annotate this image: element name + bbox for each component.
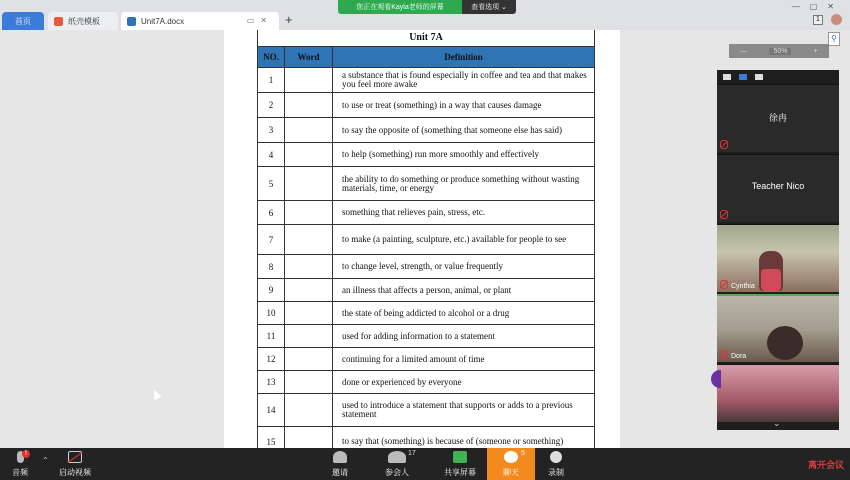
whiteboard-icon xyxy=(54,17,63,26)
word-cell xyxy=(285,201,333,225)
row-number: 7 xyxy=(258,225,285,255)
window-controls[interactable]: —▢✕ xyxy=(791,2,844,11)
row-number: 4 xyxy=(258,143,285,167)
tab-whiteboard[interactable] xyxy=(48,12,118,30)
video-tile[interactable] xyxy=(717,154,839,222)
tab-close-icon[interactable]: ▭✕ xyxy=(246,16,273,25)
definition-cell: an illness that affects a person, animal, or plant xyxy=(333,279,595,302)
word-cell xyxy=(285,394,333,427)
table-row xyxy=(258,201,595,225)
chat-label: 聊天 xyxy=(503,468,519,477)
participant-name: Teacher Nico xyxy=(751,181,805,191)
row-number: 9 xyxy=(258,279,285,302)
mic-muted-icon xyxy=(720,210,728,219)
row-number: 13 xyxy=(258,371,285,394)
definition-cell: used for adding information to a statement xyxy=(333,325,595,348)
row-number: 6 xyxy=(258,201,285,225)
chat-button[interactable] xyxy=(487,448,535,480)
record-button[interactable] xyxy=(542,448,570,480)
top-right-indicators xyxy=(813,14,842,25)
definition-cell: to make (a painting, sculpture, etc.) available for people to see xyxy=(333,225,595,255)
record-label: 录制 xyxy=(548,468,564,477)
table-row xyxy=(258,68,595,93)
count-badge: 1 xyxy=(813,15,823,25)
definition-cell: the ability to do something or produce something without wasting materials, time, or energy xyxy=(333,167,595,201)
zoom-level: 50% xyxy=(769,48,791,55)
participant-video-feed xyxy=(759,251,783,291)
tab-home[interactable] xyxy=(2,12,44,30)
row-number: 8 xyxy=(258,255,285,279)
view-options-button[interactable]: 查看选项 ⌄ xyxy=(462,0,516,14)
start-video-button[interactable] xyxy=(52,448,98,480)
row-number: 10 xyxy=(258,302,285,325)
people-icon xyxy=(388,451,406,463)
participant-name: Dora xyxy=(731,353,747,360)
zoom-control[interactable] xyxy=(729,44,829,58)
watching-screen-text: 您正在观看Kayla老师的屏幕 xyxy=(338,0,462,14)
definition-cell: to change level, strength, or value frequently xyxy=(333,255,595,279)
audio-label: 音频 xyxy=(12,468,28,477)
tab-document-label: Unit7A.docx xyxy=(141,16,185,26)
video-layout-toolbar xyxy=(717,70,839,84)
participant-video-feed xyxy=(767,326,803,360)
row-number: 2 xyxy=(258,93,285,118)
video-tile[interactable] xyxy=(717,364,839,422)
add-person-icon xyxy=(333,451,347,463)
mouse-cursor-icon xyxy=(150,388,161,400)
share-screen-label: 共享屏幕 xyxy=(444,468,476,477)
word-cell xyxy=(285,93,333,118)
table-row xyxy=(258,394,595,427)
participants-label: 参会人 xyxy=(385,468,409,477)
word-cell xyxy=(285,427,333,449)
word-cell xyxy=(285,167,333,201)
word-cell xyxy=(285,118,333,143)
participant-name: 徐冉 xyxy=(768,113,787,123)
definition-cell: to help (something) run more smoothly and effectively xyxy=(333,143,595,167)
start-video-label: 启动视频 xyxy=(59,468,91,477)
definition-cell: to use or treat (something) in a way that causes damage xyxy=(333,93,595,118)
video-tile[interactable] xyxy=(717,84,839,152)
word-cell xyxy=(285,279,333,302)
row-number: 15 xyxy=(258,427,285,449)
table-row xyxy=(258,302,595,325)
participant-name: Cynthia xyxy=(731,283,755,290)
document-page xyxy=(224,30,620,448)
word-cell xyxy=(285,371,333,394)
new-tab-icon[interactable]: + xyxy=(285,12,293,27)
tab-home-label: 首页 xyxy=(15,16,31,26)
word-cell xyxy=(285,225,333,255)
table-row xyxy=(258,371,595,394)
word-cell xyxy=(285,143,333,167)
table-title: Unit 7A xyxy=(258,30,595,47)
table-row xyxy=(258,279,595,302)
chevron-down-icon[interactable]: ⌄ xyxy=(773,418,781,428)
column-header-no: NO. xyxy=(258,47,285,68)
table-row xyxy=(258,225,595,255)
invite-button[interactable] xyxy=(326,448,354,480)
browser-tab-bar xyxy=(0,0,850,30)
table-row xyxy=(258,427,595,449)
video-tile[interactable] xyxy=(717,294,839,362)
meeting-toolbar xyxy=(0,448,850,480)
definition-cell: a substance that is found especially in coffee and tea and that makes you feel more awake xyxy=(333,68,595,93)
chat-count: 5 xyxy=(521,450,525,457)
zoom-in-button[interactable]: + xyxy=(813,47,818,55)
row-number: 11 xyxy=(258,325,285,348)
definition-cell: done or experienced by everyone xyxy=(333,371,595,394)
row-number: 1 xyxy=(258,68,285,93)
participants-button[interactable] xyxy=(380,448,414,480)
leave-meeting-button[interactable]: 离开会议 xyxy=(807,460,844,470)
audio-warning-badge: ! xyxy=(22,450,30,458)
mic-muted-icon xyxy=(720,280,728,289)
word-cell xyxy=(285,68,333,93)
gallery-view-icon[interactable] xyxy=(739,74,747,80)
mic-muted-icon xyxy=(720,350,728,359)
minimize-icon[interactable] xyxy=(723,74,731,80)
table-row xyxy=(258,348,595,371)
participants-count: 17 xyxy=(408,450,416,457)
invite-label: 邀请 xyxy=(332,468,348,477)
word-cell xyxy=(285,302,333,325)
row-number: 14 xyxy=(258,394,285,427)
word-cell xyxy=(285,348,333,371)
screen-share-banner xyxy=(338,0,516,14)
definition-cell: the state of being addicted to alcohol or a drug xyxy=(333,302,595,325)
table-row xyxy=(258,325,595,348)
word-cell xyxy=(285,255,333,279)
table-row xyxy=(258,93,595,118)
vocabulary-table xyxy=(257,30,595,448)
tab-document[interactable] xyxy=(121,12,279,30)
zoom-out-button[interactable]: — xyxy=(740,47,748,55)
row-number: 12 xyxy=(258,348,285,371)
video-tile[interactable] xyxy=(717,224,839,292)
table-row xyxy=(258,143,595,167)
location-pin-icon[interactable]: ⚲ xyxy=(828,32,840,46)
word-cell xyxy=(285,325,333,348)
column-header-word: Word xyxy=(285,47,333,68)
audio-button[interactable] xyxy=(2,448,38,480)
right-panel xyxy=(717,30,850,448)
tab-whiteboard-label: 纸壳模板 xyxy=(68,16,100,26)
row-number: 3 xyxy=(258,118,285,143)
word-doc-icon xyxy=(127,17,136,26)
mic-muted-icon xyxy=(720,140,728,149)
definition-cell: to say that (something) is because of (someone or something) xyxy=(333,427,595,449)
chat-bubble-icon xyxy=(504,451,518,463)
row-number: 5 xyxy=(258,167,285,201)
definition-cell: something that relieves pain, stress, etc. xyxy=(333,201,595,225)
chevron-up-icon[interactable]: ⌃ xyxy=(42,456,49,465)
avatar[interactable] xyxy=(831,14,842,25)
table-row xyxy=(258,255,595,279)
shared-screen-area xyxy=(0,30,717,448)
record-icon xyxy=(550,451,562,463)
share-screen-button[interactable] xyxy=(440,448,480,480)
participant-video-panel xyxy=(717,70,839,430)
speaker-view-icon[interactable] xyxy=(755,74,763,80)
column-header-definition: Definition xyxy=(333,47,595,68)
share-screen-icon xyxy=(453,451,467,463)
definition-cell: to say the opposite of (something that someone else has said) xyxy=(333,118,595,143)
table-row xyxy=(258,118,595,143)
definition-cell: used to introduce a statement that supports or adds to a previous statement xyxy=(333,394,595,427)
table-row xyxy=(258,167,595,201)
definition-cell: continuing for a limited amount of time xyxy=(333,348,595,371)
camera-off-icon xyxy=(68,451,82,463)
